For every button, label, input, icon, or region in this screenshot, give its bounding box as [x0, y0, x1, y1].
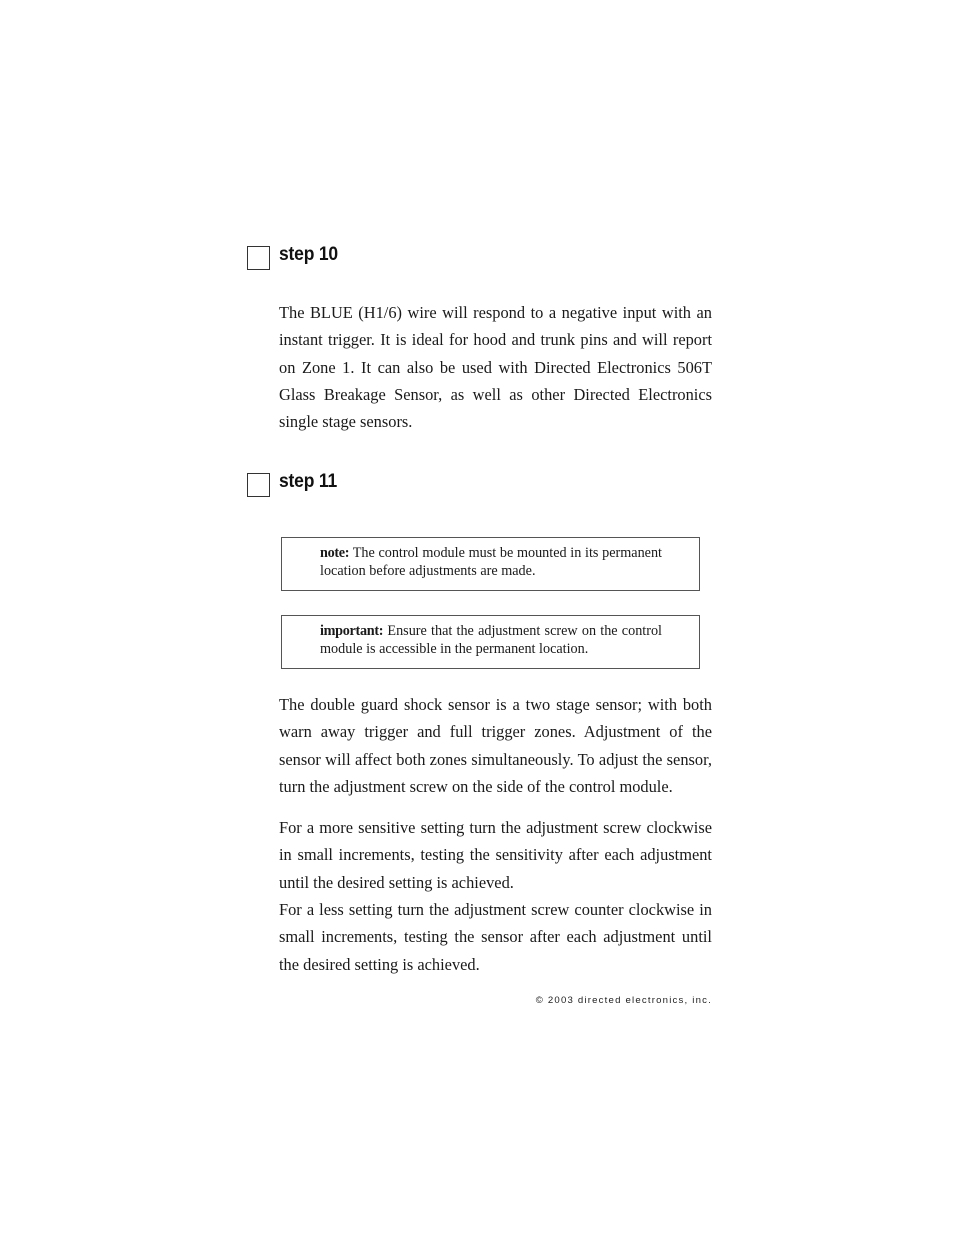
important-text — [320, 623, 662, 658]
step-11-paragraph-1: The double guard shock sensor is a two stage sensor; with both warn away trigger and full trigger zones. Adjustment of the sensor will affect both zones simultaneously. To adjust the sensor, turn the adjustment screw on the side of the control module. — [279, 695, 712, 796]
step-11-paragraph-3: For a less setting turn the adjustment screw counter clockwise in small increments, testing the sensor after each adjustment until the desired setting is achieved. — [279, 900, 712, 974]
step-11-title: step 11 — [279, 471, 337, 492]
step-11-checkbox[interactable] — [247, 473, 270, 497]
important-label: important: — [320, 623, 384, 639]
step-10-checkbox[interactable] — [247, 246, 270, 270]
important-box — [281, 615, 700, 669]
copyright-footer: © 2003 directed electronics, inc. — [535, 995, 712, 1006]
step-10-title: step 10 — [279, 244, 338, 265]
note-body: The control module must be mounted in its permanent location before adjustments are made. — [320, 545, 663, 579]
step-11-paragraph-2: For a more sensitive setting turn the adjustment screw clockwise in small increments, testing the sensitivity after each adjustment until the desired setting is achieved. — [279, 818, 712, 892]
note-text — [320, 545, 662, 580]
note-box — [281, 537, 700, 591]
note-label: note: — [320, 545, 350, 561]
step-10-paragraph: The BLUE (H1/6) wire will respond to a negative input with an instant trigger. It is ideal for hood and trunk pins and will report on Zone 1. It can also be used with Directed Electronics 506T Glass Breakage Sensor, as well as other Directed Electronics single stage sensors. — [279, 303, 712, 432]
important-body: Ensure that the adjustment screw on the control module is accessible in the permanent location. — [320, 623, 662, 657]
